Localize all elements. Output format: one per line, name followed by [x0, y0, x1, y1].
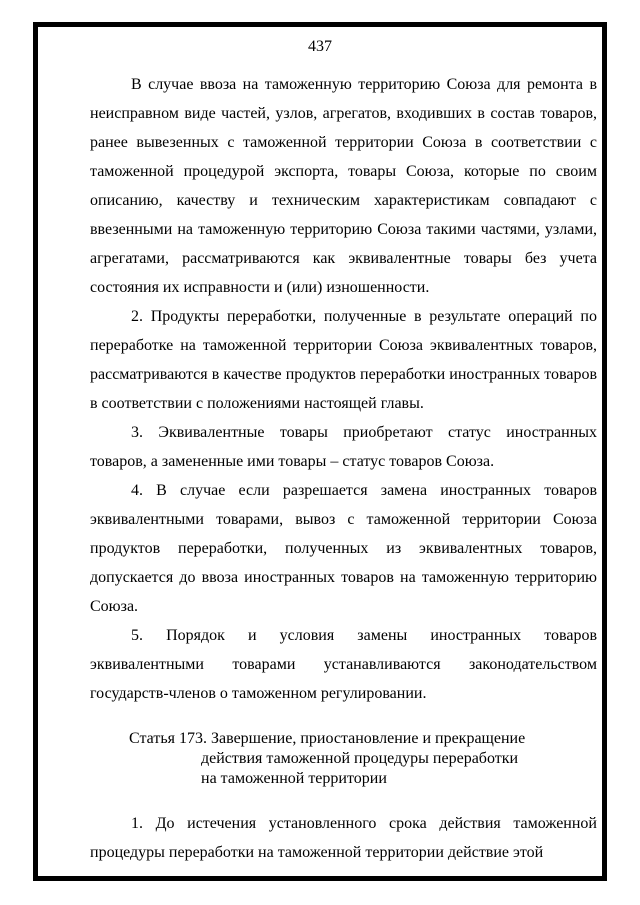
article-heading-line-1: Статья 173. Завершение, приостановление и прекращение	[129, 730, 526, 747]
page-number: 437	[308, 38, 332, 55]
article-heading	[90, 729, 597, 789]
paragraph-article-173-1: 1. До истечения установленного срока действия таможенной процедуры переработки на таможенной территории действие этой	[90, 815, 597, 861]
paragraph-4-export-before-import: 4. В случае если разрешается замена иностранных товаров эквивалентными товарами, вывоз с таможенной территории Союза продуктов переработки, полученных из эквивалентных товаров, допускается до ввоза иностранных товаров на таможенную территорию Союза.	[90, 482, 597, 615]
document-body	[90, 70, 597, 867]
paragraph-5-conditions: 5. Порядок и условия замены иностранных товаров эквивалентными товарами устанавливаются законодательством государств-членов о таможенном регулировании.	[90, 627, 597, 702]
article-heading-line-2: действия таможенной процедуры переработки	[201, 750, 519, 767]
article-heading-line-3: на таможенной территории	[201, 770, 387, 787]
paragraph-2-processing-products: 2. Продукты переработки, полученные в результате операций по переработке на таможенной территории Союза эквивалентных товаров, рассматриваются в качестве продуктов переработки иностранных товаров в соответствии с положениями настоящей главы.	[90, 308, 597, 412]
paragraph-equivalent-parts: В случае ввоза на таможенную территорию Союза для ремонта в неисправном виде частей, узлов, агрегатов, входивших в состав товаров, ранее вывезенных с таможенной территории Союза в соответствии с таможенной процедурой экспорта, товары Союза, которые по своим описанию, качеству и техническим характеристикам совпадают с ввезенными на таможенную территорию Союза такими частями, узлами, агрегатами, рассматриваются как эквивалентные товары без учета состояния их исправности и (или) изношенности.	[90, 76, 597, 296]
paragraph-3-status: 3. Эквивалентные товары приобретают статус иностранных товаров, а замененные ими товары – статус товаров Союза.	[90, 424, 597, 470]
